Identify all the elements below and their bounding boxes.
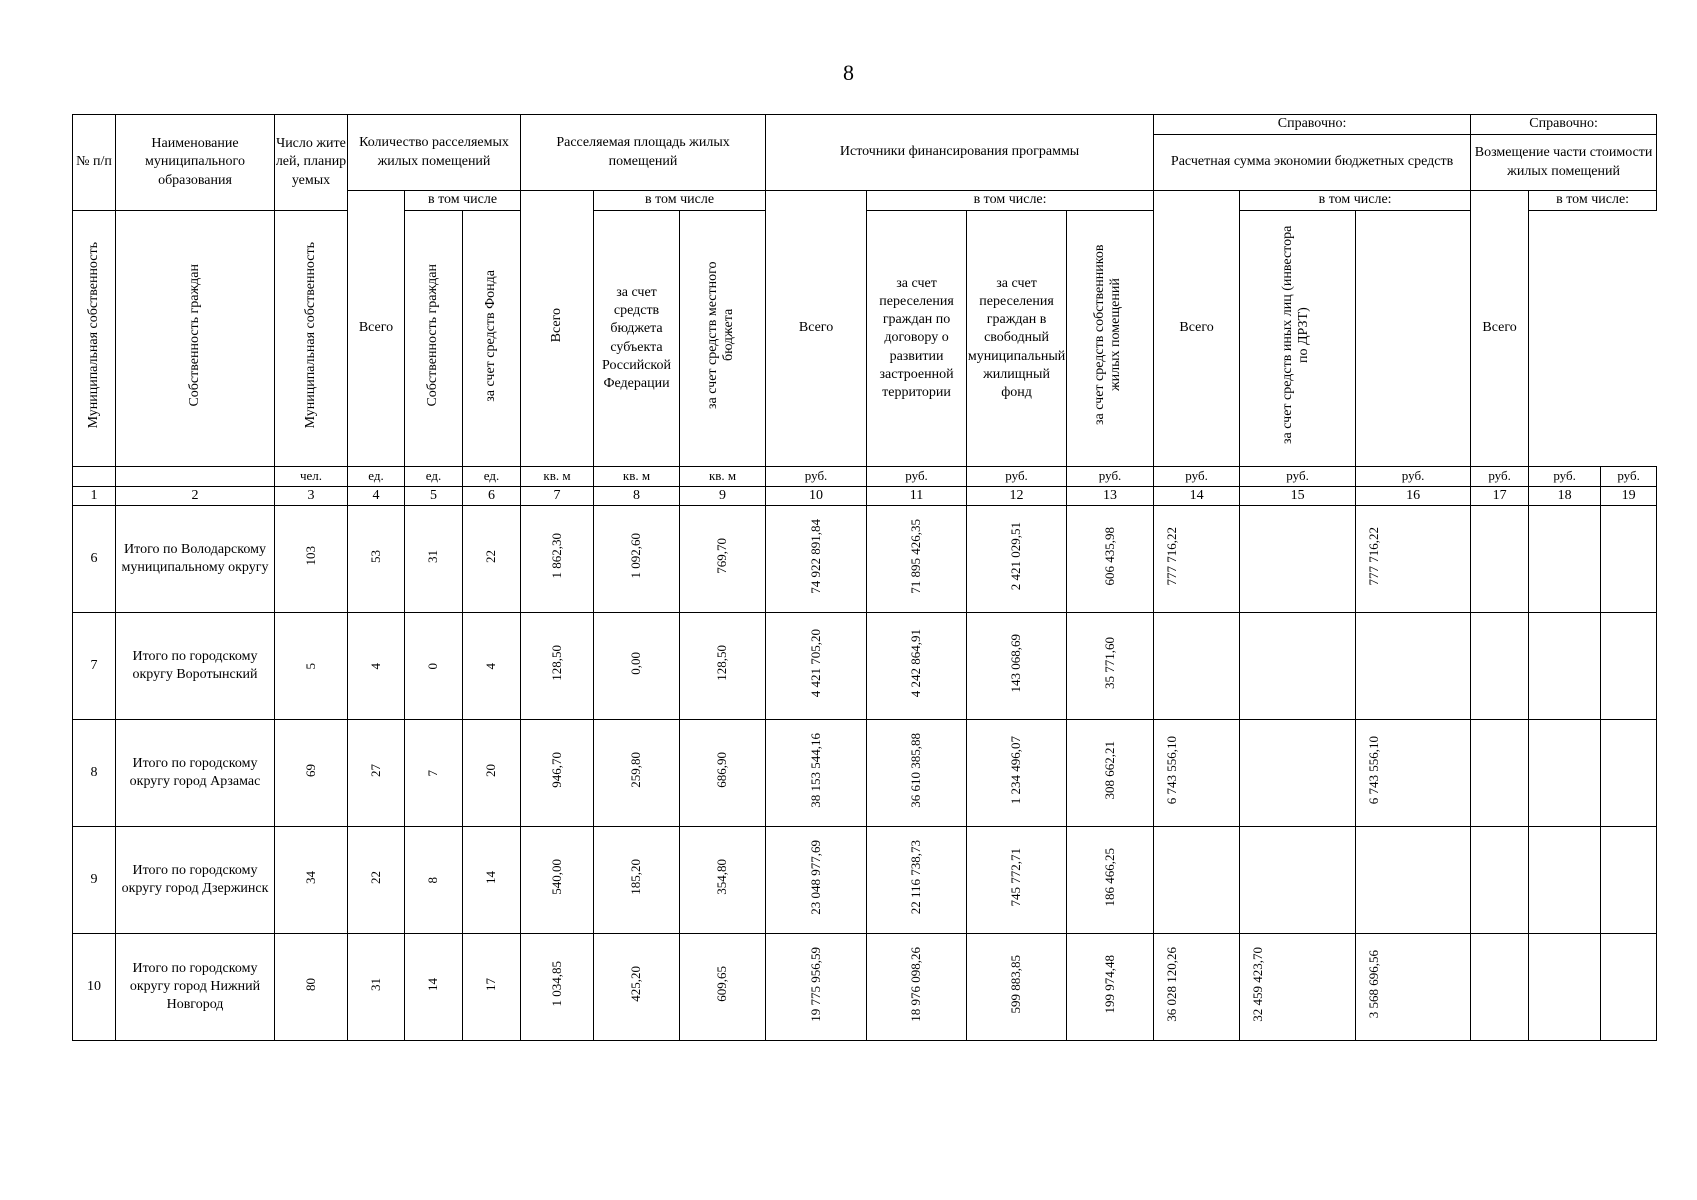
cell-name: Итого по Володарскому муниципальному округу — [116, 506, 275, 613]
cell-save-free — [1356, 827, 1471, 934]
cell-area-citizens — [680, 720, 766, 827]
cell-count-citizens — [463, 506, 521, 613]
cell-comp-other — [1601, 613, 1657, 720]
header-fin-local: за счет средств местного бюджета — [680, 211, 766, 467]
cell-value: 36 028 120,26 — [1164, 946, 1180, 1022]
cell-fin-regional — [967, 506, 1067, 613]
unit-cell: чел. — [275, 467, 348, 487]
cell-value: 308 662,21 — [1101, 740, 1117, 800]
unit-cell: ед. — [405, 467, 463, 487]
column-number-cell: 8 — [594, 487, 680, 506]
cell-value: 946,70 — [548, 752, 564, 788]
header-count-group: Количество расселяемых жилых помещений — [348, 115, 521, 191]
table-row — [73, 613, 1657, 720]
cell-value: 4 421 705,20 — [807, 628, 823, 698]
cell-fin-regional — [967, 613, 1067, 720]
header-name: Наименование муниципального образования — [116, 115, 275, 211]
cell-value: 599 883,85 — [1008, 954, 1024, 1014]
cell-area-municipal — [594, 506, 680, 613]
page-number: 8 — [843, 60, 854, 85]
cell-save-contract — [1240, 506, 1356, 613]
unit-cell: руб. — [1356, 467, 1471, 487]
cell-value: 186 466,25 — [1101, 847, 1117, 907]
unit-cell: руб. — [967, 467, 1067, 487]
cell-value: 22 — [483, 549, 499, 563]
table-row — [73, 506, 1657, 613]
cell-comp-owners — [1529, 506, 1601, 613]
cell-value: 32 459 423,70 — [1250, 946, 1266, 1022]
cell-area-municipal — [594, 720, 680, 827]
cell-area-municipal — [594, 613, 680, 720]
cell-area-citizens — [680, 506, 766, 613]
cell-value: 745 772,71 — [1008, 847, 1024, 907]
cell-comp-total — [1471, 827, 1529, 934]
column-number-cell: 16 — [1356, 487, 1471, 506]
cell-value: 27 — [367, 763, 383, 777]
cell-save-free — [1356, 613, 1471, 720]
cell-residents — [275, 827, 348, 934]
cell-area-total — [521, 827, 594, 934]
cell-area-municipal — [594, 934, 680, 1041]
cell-area-total — [521, 506, 594, 613]
cell-count-citizens — [463, 827, 521, 934]
cell-value: 128,50 — [714, 645, 730, 681]
cell-count-total — [348, 934, 405, 1041]
cell-value: 777 716,22 — [1164, 526, 1180, 586]
header-savings-group: Расчетная сумма экономии бюджетных средств — [1154, 135, 1471, 191]
cell-fin-fund — [867, 720, 967, 827]
unit-cell: ед. — [348, 467, 405, 487]
cell-value: 14 — [483, 870, 499, 884]
header-save-free: за счет переселения граждан в свободный муниципальный жилищный фонд — [967, 211, 1067, 467]
cell-fin-total — [766, 934, 867, 1041]
header-comp-owners: за счет средств собственников жилых помещений — [1067, 211, 1154, 467]
cell-residents — [275, 934, 348, 1041]
cell-value: 1 862,30 — [548, 533, 564, 579]
cell-area-municipal — [594, 827, 680, 934]
cell-comp-other — [1601, 827, 1657, 934]
cell-comp-total — [1471, 506, 1529, 613]
cell-fin-local — [1067, 506, 1154, 613]
cell-value: 425,20 — [628, 966, 644, 1002]
header-fin-fund: за счет средств Фонда — [463, 211, 521, 467]
cell-save-contract — [1240, 720, 1356, 827]
table-row — [73, 827, 1657, 934]
cell-comp-other — [1601, 934, 1657, 1041]
cell-comp-owners — [1529, 720, 1601, 827]
header-count-total: Всего — [348, 191, 405, 467]
cell-value: 22 116 738,73 — [908, 839, 924, 915]
header-count-citizens: Собственность граждан — [116, 211, 275, 467]
cell-count-total — [348, 506, 405, 613]
cell-fin-fund — [867, 827, 967, 934]
cell-value: 7 — [425, 769, 441, 777]
unit-cell: руб. — [1601, 467, 1657, 487]
cell-count-municipal — [405, 827, 463, 934]
cell-area-total — [521, 613, 594, 720]
cell-value: 199 974,48 — [1101, 954, 1117, 1014]
cell-count-municipal — [405, 720, 463, 827]
cell-no: 9 — [73, 827, 116, 934]
column-number-cell: 14 — [1154, 487, 1240, 506]
cell-value: 1 092,60 — [628, 533, 644, 579]
column-number-cell: 2 — [116, 487, 275, 506]
cell-value: 23 048 977,69 — [807, 839, 823, 915]
table-row — [73, 720, 1657, 827]
header-comp-including: в том числе: — [1529, 191, 1657, 211]
cell-fin-total — [766, 720, 867, 827]
unit-cell: руб. — [1067, 467, 1154, 487]
cell-comp-owners — [1529, 827, 1601, 934]
cell-value: 69 — [302, 763, 318, 777]
cell-fin-fund — [867, 934, 967, 1041]
column-number-cell: 9 — [680, 487, 766, 506]
column-number-cell: 13 — [1067, 487, 1154, 506]
cell-count-total — [348, 720, 405, 827]
cell-save-total — [1154, 613, 1240, 720]
cell-save-total — [1154, 720, 1240, 827]
column-number-cell: 4 — [348, 487, 405, 506]
column-number-cell: 15 — [1240, 487, 1356, 506]
header-area-total: Всего — [521, 191, 594, 467]
cell-count-citizens — [463, 934, 521, 1041]
cell-name: Итого по городскому округу город Дзержинск — [116, 827, 275, 934]
cell-value: 20 — [483, 763, 499, 777]
unit-cell: руб. — [766, 467, 867, 487]
cell-save-total — [1154, 506, 1240, 613]
cell-value: 6 743 556,10 — [1366, 735, 1382, 805]
header-area-including: в том числе — [594, 191, 766, 211]
cell-fin-total — [766, 506, 867, 613]
header-fin-regional: за счет средств бюджета субъекта Российской Федерации — [594, 211, 680, 467]
unit-cell — [116, 467, 275, 487]
cell-residents — [275, 720, 348, 827]
cell-value: 354,80 — [714, 859, 730, 895]
column-number-cell: 19 — [1601, 487, 1657, 506]
cell-count-total — [348, 827, 405, 934]
header-funding-group: Источники финансирования программы — [766, 115, 1154, 191]
cell-comp-owners — [1529, 934, 1601, 1041]
cell-value: 609,65 — [714, 966, 730, 1002]
cell-no: 6 — [73, 506, 116, 613]
cell-count-municipal — [405, 506, 463, 613]
cell-comp-total — [1471, 720, 1529, 827]
cell-value: 5 — [302, 662, 318, 670]
cell-residents — [275, 506, 348, 613]
header-save-total: Всего — [1154, 191, 1240, 467]
unit-cell: руб. — [867, 467, 967, 487]
cell-value: 38 153 544,16 — [807, 732, 823, 808]
header-count-municipal: Муниципальная собственность — [73, 211, 116, 467]
column-number-cell: 11 — [867, 487, 967, 506]
cell-value: 53 — [367, 549, 383, 563]
column-number-cell: 3 — [275, 487, 348, 506]
cell-residents — [275, 613, 348, 720]
cell-fin-total — [766, 613, 867, 720]
header-area-group: Расселяемая площадь жилых помещений — [521, 115, 766, 191]
cell-value: 74 922 891,84 — [807, 518, 823, 594]
cell-save-contract — [1240, 613, 1356, 720]
header-compensation-group: Возмещение части стоимости жилых помещений — [1471, 135, 1657, 191]
cell-area-citizens — [680, 934, 766, 1041]
cell-save-free — [1356, 506, 1471, 613]
cell-value: 143 068,69 — [1008, 633, 1024, 693]
cell-value: 4 242 864,91 — [908, 628, 924, 698]
unit-cell: руб. — [1529, 467, 1601, 487]
cell-value: 606 435,98 — [1101, 526, 1117, 586]
unit-cell: кв. м — [594, 467, 680, 487]
cell-fin-local — [1067, 827, 1154, 934]
cell-save-total — [1154, 934, 1240, 1041]
cell-comp-total — [1471, 934, 1529, 1041]
cell-fin-local — [1067, 720, 1154, 827]
cell-value: 686,90 — [714, 752, 730, 788]
unit-cell: кв. м — [680, 467, 766, 487]
cell-value: 31 — [425, 549, 441, 563]
cell-value: 8 — [425, 876, 441, 884]
table-row — [73, 934, 1657, 1041]
header-save-contract: за счет переселения граждан по договору о развитии застроенной территории — [867, 211, 967, 467]
cell-value: 4 — [367, 662, 383, 670]
header-area-municipal: Муниципальная собственность — [275, 211, 348, 467]
cell-area-citizens — [680, 613, 766, 720]
cell-value: 14 — [425, 977, 441, 991]
cell-comp-total — [1471, 613, 1529, 720]
cell-value: 259,80 — [628, 752, 644, 788]
column-number-cell: 18 — [1529, 487, 1601, 506]
cell-count-municipal — [405, 613, 463, 720]
column-number-cell: 12 — [967, 487, 1067, 506]
cell-no: 7 — [73, 613, 116, 720]
header-residents: Число жителей, планируемых — [275, 115, 348, 211]
cell-value: 128,50 — [548, 645, 564, 681]
cell-area-total — [521, 934, 594, 1041]
cell-comp-owners — [1529, 613, 1601, 720]
cell-area-citizens — [680, 827, 766, 934]
cell-comp-other — [1601, 506, 1657, 613]
header-reference-compensation: Справочно: — [1471, 115, 1657, 135]
header-no: № п/п — [73, 115, 116, 211]
cell-save-free — [1356, 720, 1471, 827]
cell-value: 777 716,22 — [1366, 526, 1382, 586]
unit-cell: ед. — [463, 467, 521, 487]
cell-name: Итого по городскому округу город Нижний Новгород — [116, 934, 275, 1041]
cell-value: 3 568 696,56 — [1366, 949, 1382, 1019]
cell-fin-fund — [867, 613, 967, 720]
cell-save-contract — [1240, 934, 1356, 1041]
cell-no: 8 — [73, 720, 116, 827]
column-number-cell: 17 — [1471, 487, 1529, 506]
cell-name: Итого по городскому округу город Арзамас — [116, 720, 275, 827]
cell-value: 18 976 098,26 — [908, 946, 924, 1022]
cell-value: 769,70 — [714, 538, 730, 574]
units-row — [73, 467, 1657, 487]
cell-fin-local — [1067, 934, 1154, 1041]
cell-value: 0 — [425, 662, 441, 670]
cell-save-free — [1356, 934, 1471, 1041]
header-fin-total: Всего — [766, 191, 867, 467]
column-number-cell: 1 — [73, 487, 116, 506]
header-reference-savings: Справочно: — [1154, 115, 1471, 135]
unit-cell — [73, 467, 116, 487]
cell-value: 0,00 — [628, 651, 644, 675]
cell-value: 185,20 — [628, 859, 644, 895]
cell-fin-regional — [967, 827, 1067, 934]
unit-cell: руб. — [1240, 467, 1356, 487]
column-number-cell: 7 — [521, 487, 594, 506]
cell-value: 34 — [302, 870, 318, 884]
cell-count-total — [348, 613, 405, 720]
cell-value: 71 895 426,35 — [908, 518, 924, 594]
cell-fin-regional — [967, 720, 1067, 827]
header-area-citizens: Собственность граждан — [405, 211, 463, 467]
cell-fin-local — [1067, 613, 1154, 720]
cell-value: 1 034,85 — [548, 961, 564, 1007]
column-number-cell: 6 — [463, 487, 521, 506]
cell-value: 22 — [367, 870, 383, 884]
cell-count-citizens — [463, 720, 521, 827]
header-count-including: в том числе — [405, 191, 521, 211]
cell-save-contract — [1240, 827, 1356, 934]
cell-value: 19 775 956,59 — [807, 946, 823, 1022]
cell-value: 103 — [302, 546, 318, 566]
cell-value: 1 234 496,07 — [1008, 735, 1024, 805]
cell-comp-other — [1601, 720, 1657, 827]
cell-area-total — [521, 720, 594, 827]
unit-cell: руб. — [1471, 467, 1529, 487]
cell-count-citizens — [463, 613, 521, 720]
cell-no: 10 — [73, 934, 116, 1041]
column-numbers-row — [73, 487, 1657, 506]
cell-value: 35 771,60 — [1101, 637, 1117, 690]
cell-value: 17 — [483, 977, 499, 991]
cell-value: 6 743 556,10 — [1164, 735, 1180, 805]
cell-name: Итого по городскому округу Воротынский — [116, 613, 275, 720]
cell-value: 540,00 — [548, 859, 564, 895]
cell-value: 31 — [367, 977, 383, 991]
header-comp-other: за счет средств иных лиц (инвестора по ДРЗТ) — [1240, 211, 1356, 467]
unit-cell: руб. — [1154, 467, 1240, 487]
header-fin-including: в том числе: — [867, 191, 1154, 211]
column-number-cell: 10 — [766, 487, 867, 506]
resettlement-table — [72, 114, 1657, 1041]
unit-cell: кв. м — [521, 467, 594, 487]
cell-value: 2 421 029,51 — [1008, 521, 1024, 591]
header-comp-total: Всего — [1471, 191, 1529, 467]
cell-count-municipal — [405, 934, 463, 1041]
cell-fin-regional — [967, 934, 1067, 1041]
cell-save-total — [1154, 827, 1240, 934]
cell-value: 80 — [302, 977, 318, 991]
cell-fin-total — [766, 827, 867, 934]
column-number-cell: 5 — [405, 487, 463, 506]
header-save-including: в том числе: — [1240, 191, 1471, 211]
cell-value: 36 610 385,88 — [908, 732, 924, 808]
cell-fin-fund — [867, 506, 967, 613]
cell-value: 4 — [483, 662, 499, 670]
